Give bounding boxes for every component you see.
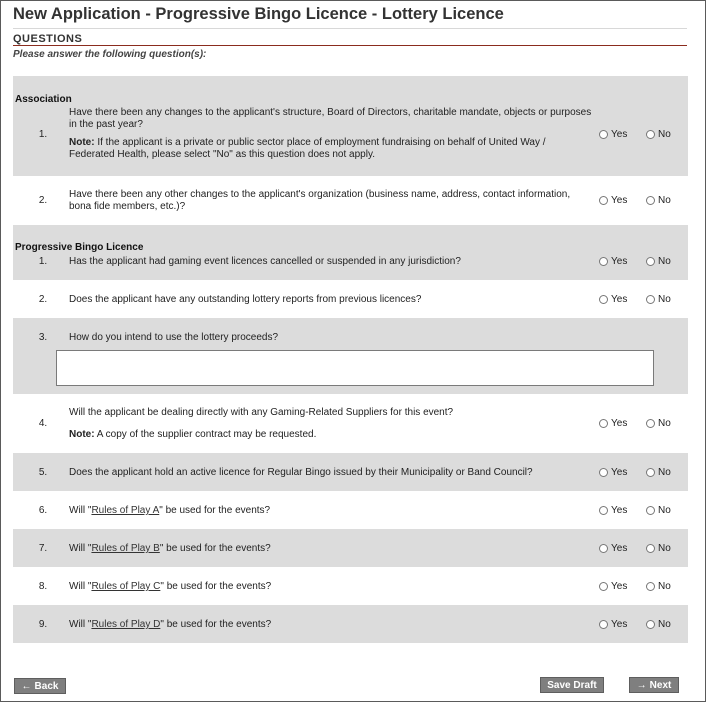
rules-of-play-a-link[interactable]: Rules of Play A bbox=[91, 505, 160, 516]
radio-button[interactable] bbox=[646, 544, 655, 553]
section-divider bbox=[13, 45, 687, 46]
radio-yes-association-1[interactable]: Yes bbox=[599, 129, 627, 140]
radio-yes-progressive-7[interactable]: Yes bbox=[599, 543, 627, 554]
lottery-proceeds-textarea[interactable] bbox=[56, 350, 654, 386]
radio-no-progressive-7[interactable]: No bbox=[646, 543, 671, 554]
radio-yes-progressive-6[interactable]: Yes bbox=[599, 505, 627, 516]
radio-no-progressive-6[interactable]: No bbox=[646, 505, 671, 516]
radio-no-progressive-4[interactable]: No bbox=[646, 418, 671, 429]
radio-button[interactable] bbox=[599, 196, 608, 205]
radio-no-association-2[interactable]: No bbox=[646, 195, 671, 206]
question-number: 2. bbox=[38, 294, 48, 305]
section-heading: QUESTIONS bbox=[13, 33, 83, 45]
question-text: How do you intend to use the lottery proceeds? bbox=[69, 332, 279, 343]
radio-button[interactable] bbox=[599, 506, 608, 515]
question-number: 7. bbox=[38, 543, 48, 554]
radio-button[interactable] bbox=[646, 582, 655, 591]
question-text: Does the applicant hold an active licence for Regular Bingo issued by their Municipality or Band Council? bbox=[69, 467, 533, 478]
save-draft-button[interactable]: Save Draft bbox=[540, 677, 604, 693]
question-text: Will "Rules of Play A" be used for the events? bbox=[69, 505, 271, 516]
radio-yes-progressive-1[interactable]: Yes bbox=[599, 256, 627, 267]
radio-button[interactable] bbox=[646, 506, 655, 515]
instructions: Please answer the following question(s): bbox=[13, 49, 207, 60]
question-number: 3. bbox=[38, 332, 48, 343]
radio-no-progressive-9[interactable]: No bbox=[646, 619, 671, 630]
question-text: Will "Rules of Play D" be used for the events? bbox=[69, 619, 272, 630]
radio-button[interactable] bbox=[599, 582, 608, 591]
radio-button[interactable] bbox=[599, 130, 608, 139]
radio-button[interactable] bbox=[599, 544, 608, 553]
radio-button[interactable] bbox=[646, 196, 655, 205]
radio-button[interactable] bbox=[646, 468, 655, 477]
question-text: Will "Rules of Play C" be used for the events? bbox=[69, 581, 272, 592]
radio-button[interactable] bbox=[599, 295, 608, 304]
question-number: 4. bbox=[38, 418, 48, 429]
arrow-right-icon: → bbox=[636, 679, 647, 691]
radio-no-progressive-8[interactable]: No bbox=[646, 581, 671, 592]
radio-button[interactable] bbox=[599, 419, 608, 428]
question-number: 1. bbox=[38, 129, 48, 140]
question-number: 5. bbox=[38, 467, 48, 478]
radio-yes-progressive-5[interactable]: Yes bbox=[599, 467, 627, 478]
rules-of-play-c-link[interactable]: Rules of Play C bbox=[91, 581, 161, 592]
next-button[interactable]: → Next bbox=[629, 677, 679, 693]
radio-yes-association-2[interactable]: Yes bbox=[599, 195, 627, 206]
radio-button[interactable] bbox=[646, 419, 655, 428]
back-button[interactable]: ← Back bbox=[14, 678, 66, 694]
radio-button[interactable] bbox=[599, 468, 608, 477]
question-number: 6. bbox=[38, 505, 48, 516]
radio-button[interactable] bbox=[599, 620, 608, 629]
group-label-association: Association bbox=[15, 94, 72, 105]
radio-yes-progressive-8[interactable]: Yes bbox=[599, 581, 627, 592]
page-title: New Application - Progressive Bingo Licence - Lottery Licence bbox=[13, 5, 504, 23]
radio-button[interactable] bbox=[646, 257, 655, 266]
question-text: Will the applicant be dealing directly with any Gaming-Related Suppliers for this event? Note: A copy of the supplier contract may be requested. bbox=[69, 407, 454, 440]
question-number: 2. bbox=[38, 195, 48, 206]
radio-no-progressive-5[interactable]: No bbox=[646, 467, 671, 478]
radio-no-progressive-1[interactable]: No bbox=[646, 256, 671, 267]
question-number: 1. bbox=[38, 256, 48, 267]
question-number: 9. bbox=[38, 619, 48, 630]
radio-button[interactable] bbox=[646, 295, 655, 304]
question-text: Have there been any changes to the applicant's structure, Board of Directors, charitable mandate, objects or purposes in the past year? Note: If the applicant is a private or public sector place of employment fundraising on behalf of United Way / Federated Health, please select "No" as this question does not apply. bbox=[69, 107, 592, 160]
radio-button[interactable] bbox=[646, 620, 655, 629]
group-label-progressive-bingo: Progressive Bingo Licence bbox=[15, 242, 144, 253]
question-text: Does the applicant have any outstanding lottery reports from previous licences? bbox=[69, 294, 422, 305]
question-text: Have there been any other changes to the applicant's organization (business name, address, contact information, bona fide members, etc.)? bbox=[69, 189, 571, 212]
rules-of-play-b-link[interactable]: Rules of Play B bbox=[91, 543, 160, 554]
question-text: Will "Rules of Play B" be used for the events? bbox=[69, 543, 271, 554]
question-text: Has the applicant had gaming event licences cancelled or suspended in any jurisdiction? bbox=[69, 256, 461, 267]
radio-yes-progressive-4[interactable]: Yes bbox=[599, 418, 627, 429]
radio-no-association-1[interactable]: No bbox=[646, 129, 671, 140]
title-divider bbox=[13, 28, 687, 29]
radio-button[interactable] bbox=[646, 130, 655, 139]
rules-of-play-d-link[interactable]: Rules of Play D bbox=[91, 619, 161, 630]
radio-yes-progressive-9[interactable]: Yes bbox=[599, 619, 627, 630]
radio-button[interactable] bbox=[599, 257, 608, 266]
question-number: 8. bbox=[38, 581, 48, 592]
radio-no-progressive-2[interactable]: No bbox=[646, 294, 671, 305]
radio-yes-progressive-2[interactable]: Yes bbox=[599, 294, 627, 305]
arrow-left-icon: ← bbox=[21, 680, 32, 692]
